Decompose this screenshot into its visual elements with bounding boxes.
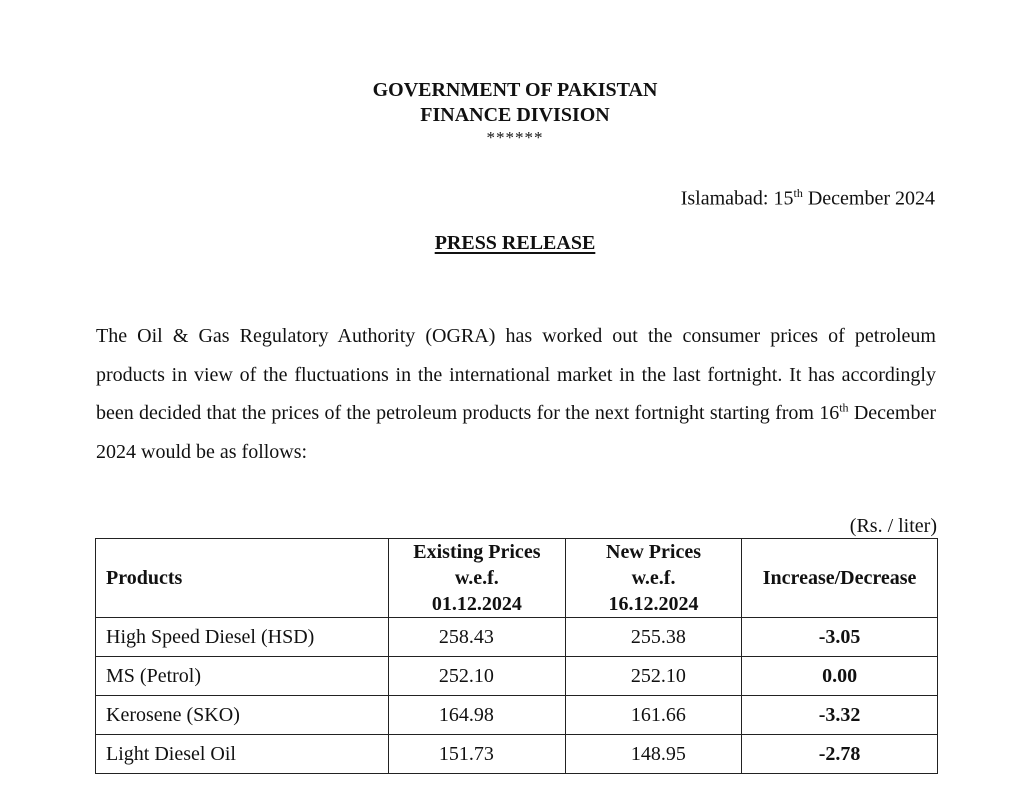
table-row — [96, 657, 938, 696]
dateline-suffix: th — [793, 186, 803, 200]
body-text — [96, 317, 936, 471]
header-new-line1: New Prices — [606, 541, 701, 563]
cell-existing-price: 258.43 — [388, 618, 565, 657]
cell-existing-price: 151.73 — [388, 735, 565, 774]
header-products: Products — [96, 539, 389, 618]
table-row — [96, 618, 938, 657]
header-existing-line3: 01.12.2024 — [431, 593, 522, 615]
table-header-row — [96, 539, 938, 618]
header-existing-prices — [388, 539, 565, 618]
body-text-b: December 2024 would be as follows: — [96, 402, 936, 463]
header-change: Increase/Decrease — [742, 539, 938, 618]
cell-new-price: 148.95 — [565, 735, 741, 774]
header-existing-line1: Existing Prices — [413, 541, 541, 563]
header-existing-line2: w.e.f. — [454, 567, 499, 589]
dateline — [681, 181, 935, 211]
cell-new-price: 255.38 — [565, 618, 741, 657]
document-title — [0, 231, 1024, 255]
header-new-line3: 16.12.2024 — [608, 593, 699, 615]
cell-change: 0.00 — [742, 657, 938, 696]
table-row — [96, 735, 938, 774]
cell-product: High Speed Diesel (HSD) — [96, 618, 389, 657]
header-government: GOVERNMENT OF PAKISTAN — [372, 79, 658, 101]
header-new-prices — [565, 539, 741, 618]
body-date-suffix: th — [839, 400, 849, 415]
cell-product: MS (Petrol) — [96, 657, 389, 696]
body-text-a: The Oil & Gas Regulatory Authority (OGRA) has worked out the consumer prices of petroleum products in view of the fluctuations in the international market in the last fortnight. It has accordingly been decided that the prices of the petroleum products for the next fortnight starting from 16 — [96, 325, 936, 424]
cell-new-price: 161.66 — [565, 696, 741, 735]
header-division: FINANCE DIVISION — [420, 104, 610, 126]
table-row — [96, 696, 938, 735]
cell-change: -3.05 — [742, 618, 938, 657]
cell-change: -2.78 — [742, 735, 938, 774]
dateline-place: Islamabad: 15 — [680, 187, 794, 210]
table-unit: (Rs. / liter) — [849, 515, 937, 537]
document-title-text: PRESS RELEASE — [434, 232, 596, 254]
cell-existing-price: 164.98 — [388, 696, 565, 735]
header-new-line2: w.e.f. — [631, 567, 676, 589]
cell-product: Kerosene (SKO) — [96, 696, 389, 735]
cell-change: -3.32 — [742, 696, 938, 735]
header-separator: ****** — [486, 128, 544, 147]
cell-existing-price: 252.10 — [388, 657, 565, 696]
cell-product: Light Diesel Oil — [96, 735, 389, 774]
cell-new-price: 252.10 — [565, 657, 741, 696]
body-paragraph — [96, 317, 936, 471]
price-table — [95, 538, 938, 774]
dateline-rest: December 2024 — [802, 187, 935, 210]
